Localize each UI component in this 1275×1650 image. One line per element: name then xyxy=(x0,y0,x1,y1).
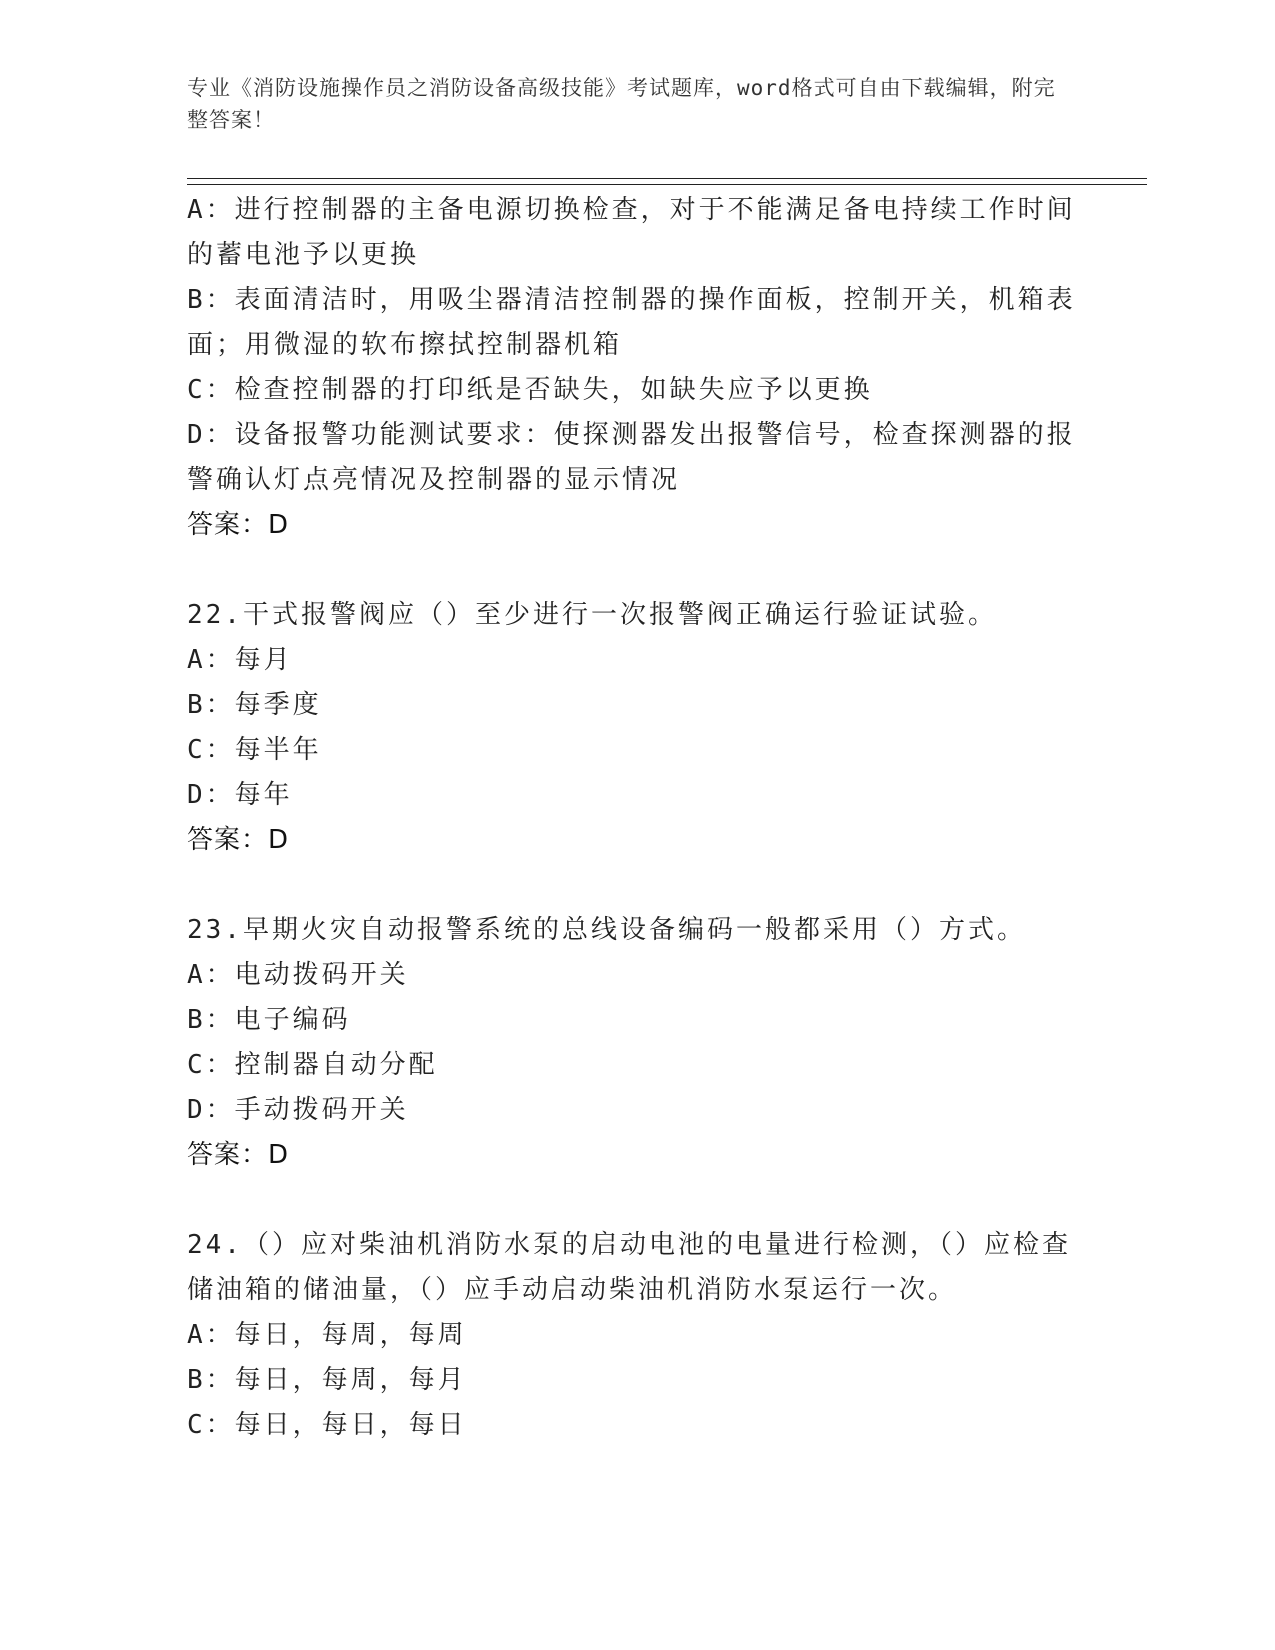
question-stem: 22.干式报警阀应（）至少进行一次报警阀正确运行验证试验。 xyxy=(187,600,997,630)
option-c: C：控制器自动分配 xyxy=(187,1050,438,1080)
answer: 答案：D xyxy=(187,1140,290,1170)
answer: 答案：D xyxy=(187,825,290,855)
answer: 答案：D xyxy=(187,510,290,540)
option-d: D：每年 xyxy=(187,780,293,810)
question-23-block xyxy=(187,908,1087,1178)
prev-question-block xyxy=(187,188,1087,548)
option-b: B：每季度 xyxy=(187,690,322,720)
option-b: B：每日，每周，每月 xyxy=(187,1365,467,1395)
option-d: D：手动拨码开关 xyxy=(187,1095,409,1125)
option-a: A：每月 xyxy=(187,645,293,675)
option-b: B：表面清洁时，用吸尘器清洁控制器的操作面板，控制开关，机箱表面；用微湿的软布擦拭控制器机箱 xyxy=(187,285,1076,360)
option-c: C：每半年 xyxy=(187,735,322,765)
question-stem: 23.早期火灾自动报警系统的总线设备编码一般都采用（）方式。 xyxy=(187,915,1026,945)
option-c: C：检查控制器的打印纸是否缺失，如缺失应予以更换 xyxy=(187,375,873,405)
option-c: C：每日，每日，每日 xyxy=(187,1410,467,1440)
option-d: D：设备报警功能测试要求：使探测器发出报警信号，检查探测器的报警确认灯点亮情况及控制器的显示情况 xyxy=(187,420,1076,495)
page-header: 专业《消防设施操作员之消防设备高级技能》考试题库，word格式可自由下载编辑，附完整答案！ xyxy=(187,76,1056,132)
option-b: B：电子编码 xyxy=(187,1005,351,1035)
question-24-block xyxy=(187,1223,1087,1448)
question-22-block xyxy=(187,593,1087,863)
question-stem: 24.（）应对柴油机消防水泵的启动电池的电量进行检测，（）应检查储油箱的储油量，（）应手动启动柴油机消防水泵运行一次。 xyxy=(187,1230,1071,1305)
question-content xyxy=(187,188,1087,1448)
header-double-rule xyxy=(187,178,1147,185)
option-a: A：每日，每周，每周 xyxy=(187,1320,467,1350)
option-a: A：电动拨码开关 xyxy=(187,960,409,990)
option-a: A：进行控制器的主备电源切换检查，对于不能满足备电持续工作时间的蓄电池予以更换 xyxy=(187,195,1076,270)
